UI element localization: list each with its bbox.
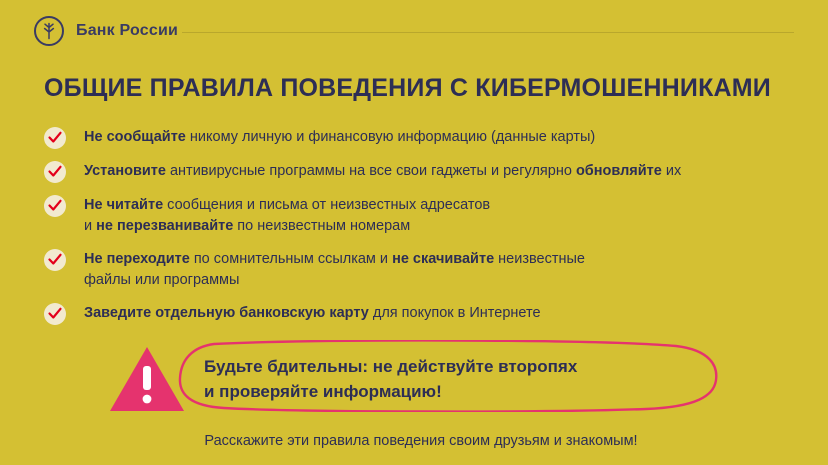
rule-text-5: Заведите отдельную банковскую карту для покупок в Интернете <box>84 305 541 321</box>
page-footer <box>0 432 828 450</box>
check-mark-icon <box>44 127 66 149</box>
page-title: ОБЩИЕ ПРАВИЛА ПОВЕДЕНИЯ С КИБЕРМОШЕННИКАМИ <box>44 74 771 102</box>
list-item <box>44 194 784 237</box>
alert-block <box>108 340 728 422</box>
list-item <box>44 302 784 325</box>
rule-text-1: Не сообщайте никому личную и финансовую информацию (данные карты) <box>84 129 596 145</box>
check-mark-icon <box>44 195 66 217</box>
brand-block <box>34 16 178 46</box>
footer-text: Расскажите эти правила поведения своим друзьям и знакомым! <box>204 433 638 449</box>
page-header <box>0 0 828 60</box>
list-item <box>44 126 784 149</box>
rule-text-4: Не переходите по сомнительным ссылкам и не скачивайте неизвестные файлы или программы <box>84 251 585 288</box>
header-divider <box>182 32 794 33</box>
alert-bubble <box>176 340 722 412</box>
alert-text <box>204 354 704 404</box>
check-mark-icon <box>44 303 66 325</box>
brand-label: Банк России <box>76 22 179 39</box>
rule-text-2: Установите антивирусные программы на все свои гаджеты и регулярно обновляйте их <box>84 163 682 179</box>
check-mark-icon <box>44 249 66 271</box>
check-mark-icon <box>44 161 66 183</box>
list-item <box>44 160 784 183</box>
bank-of-russia-emblem-icon <box>34 16 64 46</box>
rule-text-3: Не читайте сообщения и письма от неизвестных адресатов и не перезванивайте по неизвестным номерам <box>84 197 491 234</box>
alert-line-1: Будьте бдительны: не действуйте второпях <box>204 357 578 376</box>
alert-line-2: и проверяйте информацию! <box>204 382 442 401</box>
list-item <box>44 248 784 291</box>
warning-triangle-icon <box>108 344 186 414</box>
rules-list <box>44 126 784 336</box>
